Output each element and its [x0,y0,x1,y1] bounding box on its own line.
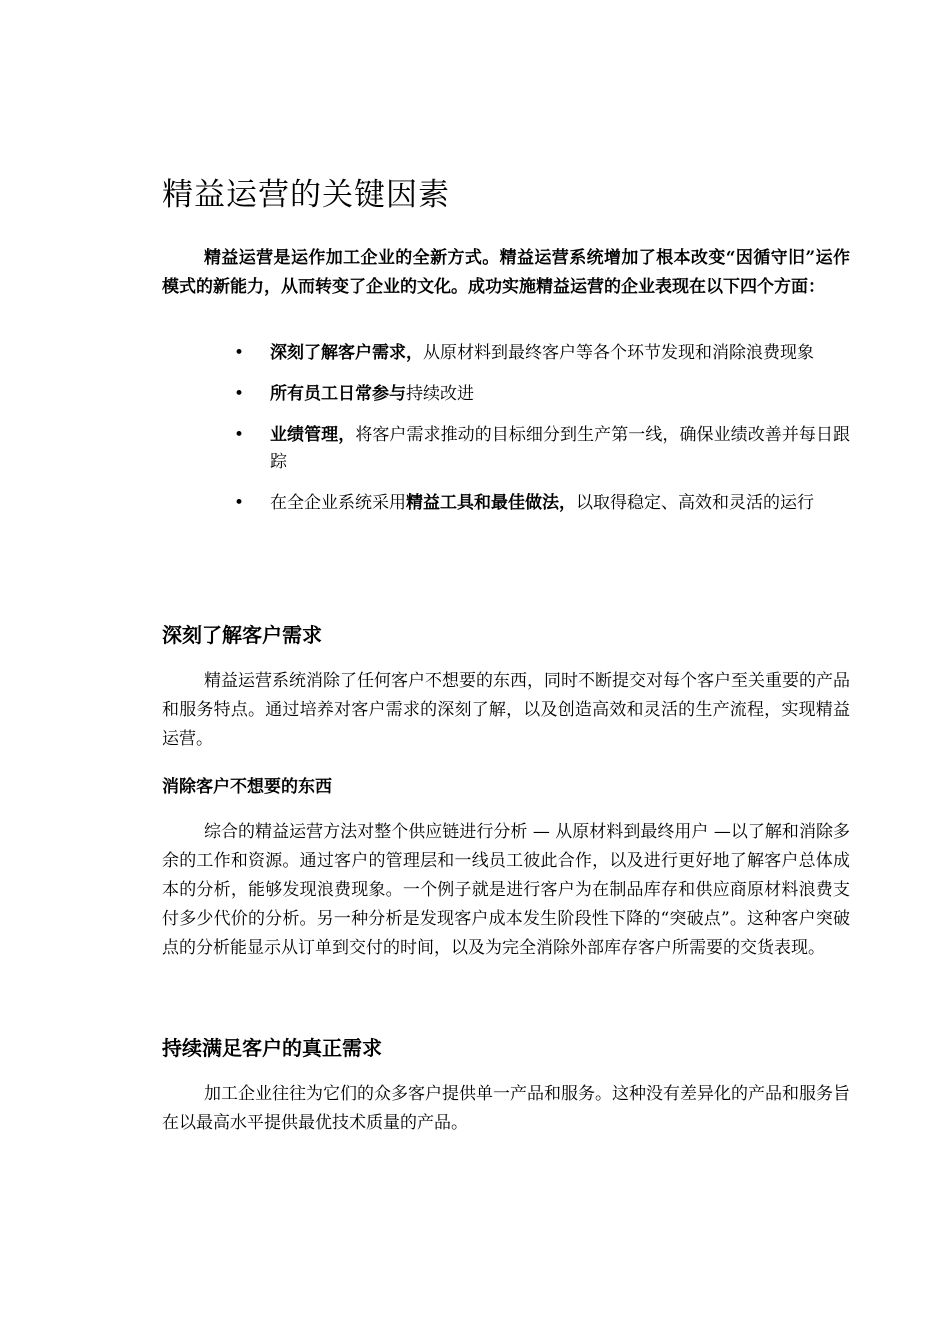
factor-list [234,340,850,531]
list-item-text: 从原材料到最终客户等各个环节发现和消除浪费现象 [423,343,814,363]
section-heading-true-needs: 持续满足客户的真正需求 [162,1036,382,1060]
list-item-text: 将客户需求推动的目标细分到生产第一线，确保业绩改善并每日跟踪 [270,425,851,472]
bullet-icon: • [234,384,245,404]
list-item [234,340,850,367]
bullet-icon: • [234,425,245,445]
list-item [234,490,850,517]
list-item-bold: 业绩管理， [270,425,356,445]
bullet-icon: • [234,343,245,363]
section-paragraph-true-needs: 加工企业往往为它们的众多客户提供单一产品和服务。这种没有差异化的产品和服务旨在以最高水平提供最优技术质量的产品。 [162,1084,850,1133]
page-title: 精益运营的关键因素 [162,177,450,213]
section-paragraph-customer-needs: 精益运营系统消除了任何客户不想要的东西，同时不断提交对每个客户至关重要的产品和服务特点。通过培养对客户需求的深刻了解，以及创造高效和灵活的生产流程，实现精益运营。 [162,671,850,749]
list-item-bold: 深刻了解客户需求， [270,343,423,363]
list-item-bold: 所有员工日常参与 [270,384,406,404]
intro-paragraph: 精益运营是运作加工企业的全新方式。精益运营系统增加了根本改变“因循守旧”运作模式的新能力，从而转变了企业的文化。成功实施精益运营的企业表现在以下四个方面： [162,248,850,297]
list-item-text-pre: 在全企业系统采用 [270,493,406,513]
list-item [234,381,850,408]
bullet-icon: • [234,493,245,513]
list-item-bold: 精益工具和最佳做法， [406,493,576,513]
section-heading-customer-needs: 深刻了解客户需求 [162,623,322,647]
list-item [234,422,850,476]
subsection-paragraph-eliminate-waste: 综合的精益运营方法对整个供应链进行分析 — 从原材料到最终用户 —以了解和消除多余的工作和资源。通过客户的管理层和一线员工彼此合作，以及进行更好地了解客户总体成本的分析，能够发现浪费现象。一个例子就是进行客户为在制品库存和供应商原材料浪费支付多少代价的分析。另一种分析是发现客户成本发生阶段性下降的“突破点”。这种客户突破点的分析能显示从订单到交付的时间，以及为完全消除外部库存客户所需要的交货表现。 [162,822,850,958]
subsection-heading-eliminate-waste: 消除客户不想要的东西 [162,777,332,797]
list-item-text: 持续改进 [406,384,474,404]
list-item-text: 以取得稳定、高效和灵活的运行 [576,493,814,513]
